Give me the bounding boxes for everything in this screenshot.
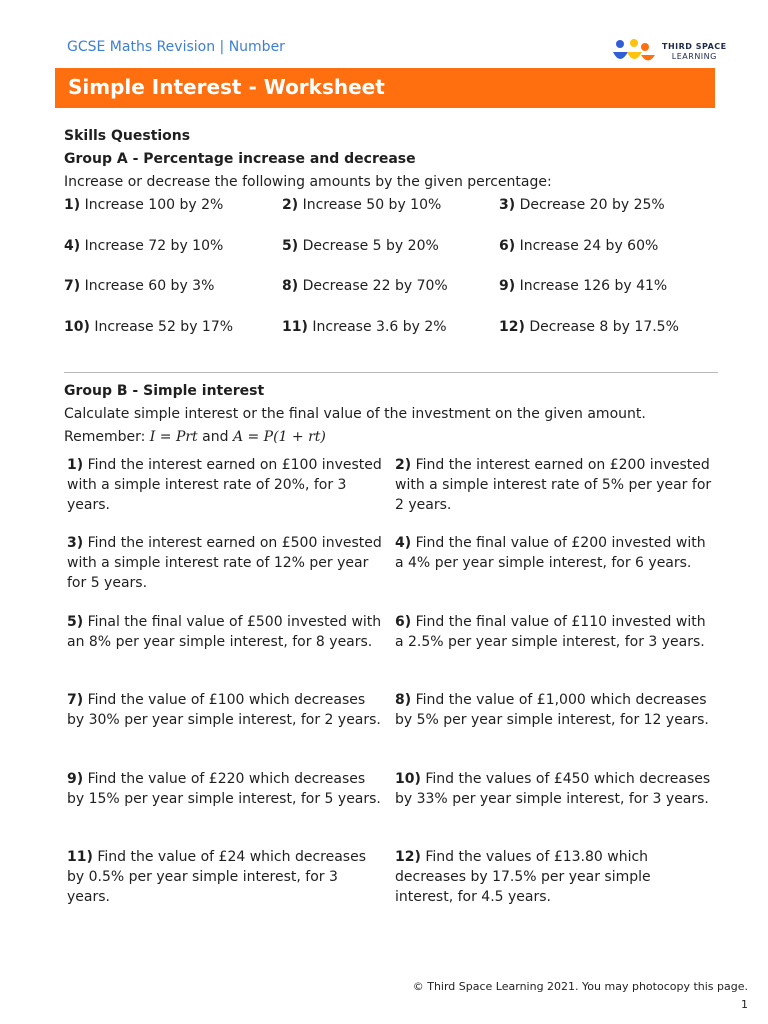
list-item: 10) Find the values of £450 which decreases by 33% per year simple interest, for 3 years.	[395, 771, 711, 807]
title-banner	[55, 68, 715, 108]
list-item: 11) Increase 3.6 by 2%	[282, 319, 447, 335]
group-a-instruction: Increase or decrease the following amounts by the given percentage:	[64, 174, 552, 190]
logo-wordmark: THIRD SPACE LEARNING	[662, 42, 727, 61]
list-item: 12) Find the values of £13.80 which decreases by 17.5% per year simple interest, for 4.5 years.	[395, 849, 651, 905]
formula-final-value: A = P(1 + rt)	[232, 429, 326, 445]
breadcrumb: GCSE Maths Revision | Number	[67, 39, 285, 55]
list-item: 5) Decrease 5 by 20%	[282, 238, 439, 254]
list-item: 10) Increase 52 by 17%	[64, 319, 234, 335]
copyright-notice: © Third Space Learning 2021. You may photocopy this page.	[412, 980, 748, 993]
skills-heading: Skills Questions	[64, 128, 191, 144]
group-b-title: Group B - Simple interest	[64, 383, 265, 399]
list-item: 8) Find the value of £1,000 which decreases by 5% per year simple interest, for 12 years.	[395, 692, 709, 728]
third-space-learning-logo	[612, 38, 732, 64]
list-item: 6) Increase 24 by 60%	[499, 238, 659, 254]
list-item: 1) Increase 100 by 2%	[64, 197, 224, 213]
list-item: 4) Find the final value of £200 invested with a 4% per year simple interest, for 6 years.	[395, 535, 706, 571]
list-item: 7) Find the value of £100 which decreases by 30% per year simple interest, for 2 years.	[67, 692, 381, 728]
group-b-instruction: Calculate simple interest or the final value of the investment on the given amount.	[64, 406, 646, 422]
list-item: 8) Decrease 22 by 70%	[282, 278, 448, 294]
list-item: 4) Increase 72 by 10%	[64, 238, 224, 254]
list-item: 6) Find the final value of £110 invested with a 2.5% per year simple interest, for 3 years.	[395, 614, 706, 650]
list-item: 1) Find the interest earned on £100 invested with a simple interest rate of 20%, for 3 years.	[67, 457, 382, 513]
formula-interest: I = Prt	[149, 429, 198, 445]
page-title: Simple Interest - Worksheet	[68, 75, 385, 99]
list-item: 5) Final the final value of £500 invested with an 8% per year simple interest, for 8 years.	[67, 614, 382, 650]
list-item: 9) Find the value of £220 which decreases by 15% per year simple interest, for 5 years.	[67, 771, 381, 807]
list-item: 11) Find the value of £24 which decreases by 0.5% per year simple interest, for 3 years.	[67, 849, 366, 905]
list-item: 12) Decrease 8 by 17.5%	[499, 319, 679, 335]
list-item: 9) Increase 126 by 41%	[499, 278, 668, 294]
list-item: 2) Increase 50 by 10%	[282, 197, 442, 213]
list-item: 3) Find the interest earned on £500 invested with a simple interest rate of 12% per year for 5 years.	[67, 535, 382, 591]
people-icon	[612, 38, 656, 64]
formula-reminder: Remember: I = Prt and A = P(1 + rt)	[64, 429, 326, 445]
group-a-title: Group A - Percentage increase and decrease	[64, 151, 416, 167]
list-item: 2) Find the interest earned on £200 invested with a simple interest rate of 5% per year for 2 years.	[395, 457, 712, 513]
section-divider	[64, 372, 718, 373]
list-item: 3) Decrease 20 by 25%	[499, 197, 665, 213]
list-item: 7) Increase 60 by 3%	[64, 278, 215, 294]
page-number: 1	[741, 998, 748, 1011]
